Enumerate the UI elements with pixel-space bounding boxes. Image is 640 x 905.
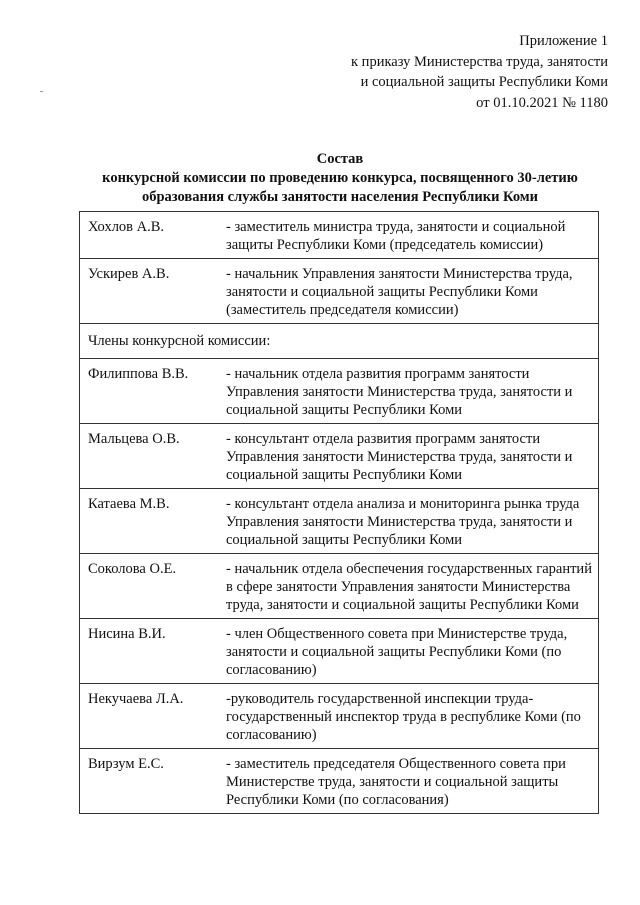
commission-table	[79, 211, 599, 814]
title-line-1: Состав	[316, 151, 364, 167]
member-role: -руководитель государственной инспекции труда-государственный инспектор труда в республике Коми (по согласованию)	[214, 684, 599, 749]
table-row	[80, 684, 599, 749]
member-role: - консультант отдела анализа и мониторинга рынка труда Управления занятости Министерства труда, занятости и социальной защиты Республики Коми	[214, 489, 599, 554]
member-name: Некучаева Л.А.	[80, 684, 215, 749]
member-role: - заместитель председателя Общественного совета при Министерстве труда, занятости и социальной защиты Республики Коми (по согласования)	[214, 749, 599, 814]
table-row	[80, 212, 599, 259]
member-role: - заместитель министра труда, занятости и социальной защиты Республики Коми (председатель комиссии)	[214, 212, 599, 259]
order-date-number: от 01.10.2021 № 1180	[476, 94, 608, 111]
members-heading-row	[80, 324, 599, 359]
member-name: Вирзум Е.С.	[80, 749, 215, 814]
member-name: Катаева М.В.	[80, 489, 215, 554]
member-name: Ускирев А.В.	[80, 259, 215, 324]
ministry-name: и социальной защиты Республики Коми	[360, 74, 608, 90]
table-row	[80, 749, 599, 814]
appendix-number: Приложение 1	[519, 33, 608, 49]
scan-artifact	[40, 91, 43, 92]
member-role: - член Общественного совета при Министерстве труда, занятости и социальной защиты Республики Коми (по согласованию)	[214, 619, 599, 684]
table-row	[80, 489, 599, 554]
member-role: - консультант отдела развития программ занятости Управления занятости Министерства труда, занятости и социальной защиты Республики Коми	[214, 424, 599, 489]
table-row	[80, 424, 599, 489]
member-name: Филиппова В.В.	[80, 359, 215, 424]
title-line-2: конкурсной комиссии по проведению конкурса, посвященного 30-летию	[102, 170, 578, 186]
members-heading: Члены конкурсной комиссии:	[80, 324, 599, 359]
title-line-3: образования службы занятости населения Республики Коми	[141, 189, 539, 205]
member-role: - начальник отдела развития программ занятости Управления занятости Министерства труда, занятости и социальной защиты Республики Коми	[214, 359, 599, 424]
appendix-header	[351, 31, 608, 113]
member-role: - начальник Управления занятости Министерства труда, занятости и социальной защиты Республики Коми (заместитель председателя комиссии)	[214, 259, 599, 324]
order-reference: к приказу Министерства труда, занятости	[351, 53, 608, 70]
table-row	[80, 359, 599, 424]
table-row	[80, 619, 599, 684]
table-row	[80, 259, 599, 324]
member-name: Соколова О.Е.	[80, 554, 215, 619]
table-row	[80, 554, 599, 619]
member-name: Мальцева О.В.	[80, 424, 215, 489]
document-title	[60, 150, 620, 207]
member-name: Хохлов А.В.	[80, 212, 215, 259]
member-role: - начальник отдела обеспечения государственных гарантий в сфере занятости Управления занятости Министерства труда, занятости и социальной защиты Республики Коми	[214, 554, 599, 619]
member-name: Нисина В.И.	[80, 619, 215, 684]
